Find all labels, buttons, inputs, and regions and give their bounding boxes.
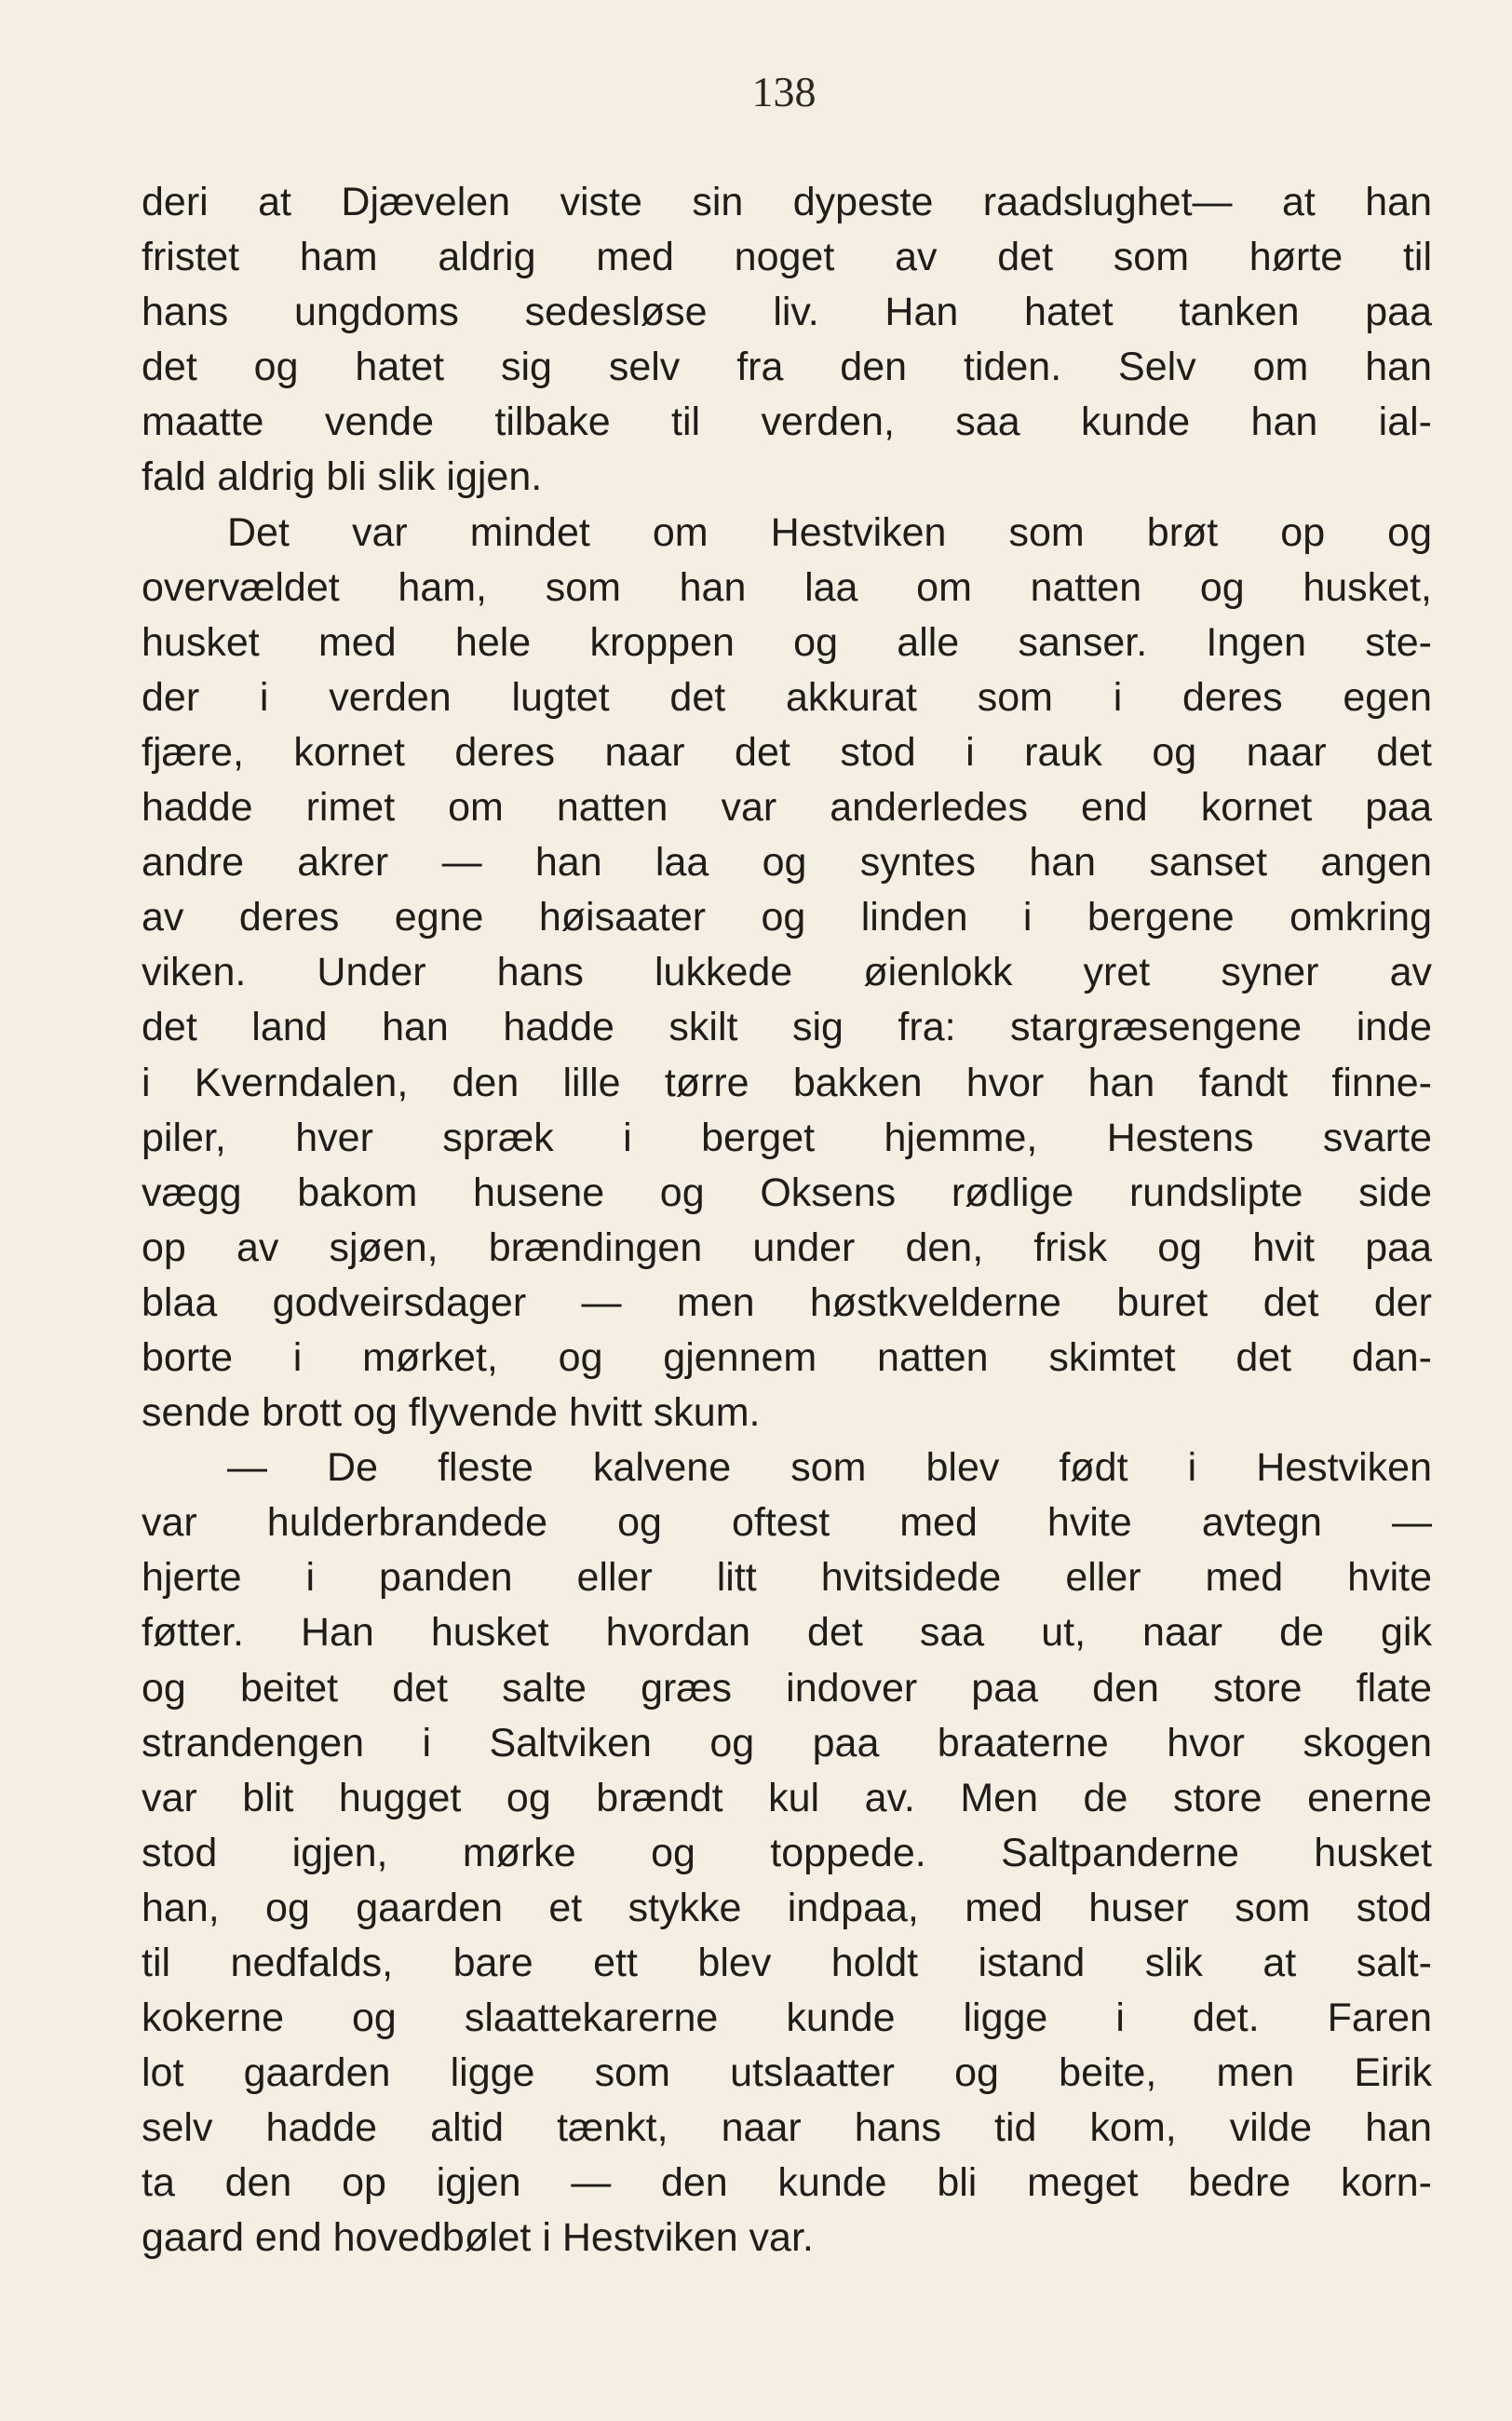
text-line: fjære, kornet deres naar det stod i rauk og naar det — [142, 729, 1432, 775]
text-line: var blit hugget og brændt kul av. Men de store enerne — [142, 1775, 1432, 1820]
text-line: der i verden lugtet det akkurat som i deres egen — [142, 674, 1432, 720]
text-line: gaard end hovedbølet i Hestviken var. — [142, 2215, 814, 2261]
text-line: deri at Djævelen viste sin dypeste raadslughet— at han — [142, 180, 1432, 224]
text-line: stod igjen, mørke og toppede. Saltpanderne husket — [142, 1830, 1432, 1875]
text-line: Det var mindet om Hestviken som brøt op og — [227, 509, 1432, 555]
text-line: overvældet ham, som han laa om natten og husket, — [142, 564, 1432, 610]
text-line: viken. Under hans lukkede øienlokk yret syner av — [142, 950, 1432, 995]
text-line: fristet ham aldrig med noget av det som hørte til — [142, 235, 1432, 280]
text-line: maatte vende tilbake til verden, saa kunde han ial- — [142, 399, 1432, 445]
text-line: vægg bakom husene og Oksens rødlige rundslipte side — [142, 1170, 1432, 1215]
text-line: var hulderbrandede og oftest med hvite avtegn — — [142, 1500, 1432, 1546]
text-line: — De fleste kalvene som blev født i Hestviken — [227, 1445, 1432, 1491]
text-line: ta den op igjen — den kunde bli meget bedre korn- — [142, 2160, 1432, 2206]
text-line: op av sjøen, brændingen under den, frisk og hvit paa — [142, 1224, 1432, 1270]
text-line: av deres egne høisaater og linden i bergene omkring — [142, 895, 1432, 940]
text-line: selv hadde altid tænkt, naar hans tid kom, vilde han — [142, 2105, 1432, 2151]
text-line: andre akrer — han laa og syntes han sanset angen — [142, 840, 1432, 886]
text-line: føtter. Han husket hvordan det saa ut, naar de gik — [142, 1610, 1432, 1656]
text-line: hans ungdoms sedesløse liv. Han hatet tanken paa — [142, 290, 1432, 335]
text-line: strandengen i Saltviken og paa braaterne hvor skogen — [142, 1720, 1432, 1765]
text-line: hjerte i panden eller litt hvitsidede eller med hvite — [142, 1555, 1432, 1601]
text-line: det og hatet sig selv fra den tiden. Selv om han — [142, 345, 1432, 390]
text-line: og beitet det salte græs indover paa den store flate — [142, 1665, 1432, 1711]
text-line: lot gaarden ligge som utslaatter og beite, men Eirik — [142, 2050, 1432, 2096]
text-line: husket med hele kroppen og alle sanser. Ingen ste- — [142, 619, 1432, 665]
text-line: blaa godveirsdager — men høstkvelderne buret det der — [142, 1279, 1432, 1325]
text-line: det land han hadde skilt sig fra: stargræsengene inde — [142, 1005, 1432, 1050]
body-text — [142, 175, 1432, 2266]
text-line: fald aldrig bli slik igjen. — [142, 454, 543, 500]
text-line: sende brott og flyvende hvitt skum. — [142, 1390, 761, 1436]
text-line: til nedfalds, bare ett blev holdt istand slik at salt- — [142, 1941, 1432, 1985]
page-number: 138 — [751, 68, 817, 115]
text-line: kokerne og slaattekarerne kunde ligge i det. Faren — [142, 1995, 1432, 2041]
text-line: piler, hver spræk i berget hjemme, Hestens svarte — [142, 1115, 1432, 1160]
text-line: han, og gaarden et stykke indpaa, med huser som stod — [142, 1885, 1432, 1930]
text-line: hadde rimet om natten var anderledes end kornet paa — [142, 785, 1432, 831]
text-line: i Kverndalen, den lille tørre bakken hvor han fandt finne- — [142, 1060, 1432, 1105]
text-line: borte i mørket, og gjennem natten skimtet det dan- — [142, 1334, 1432, 1380]
